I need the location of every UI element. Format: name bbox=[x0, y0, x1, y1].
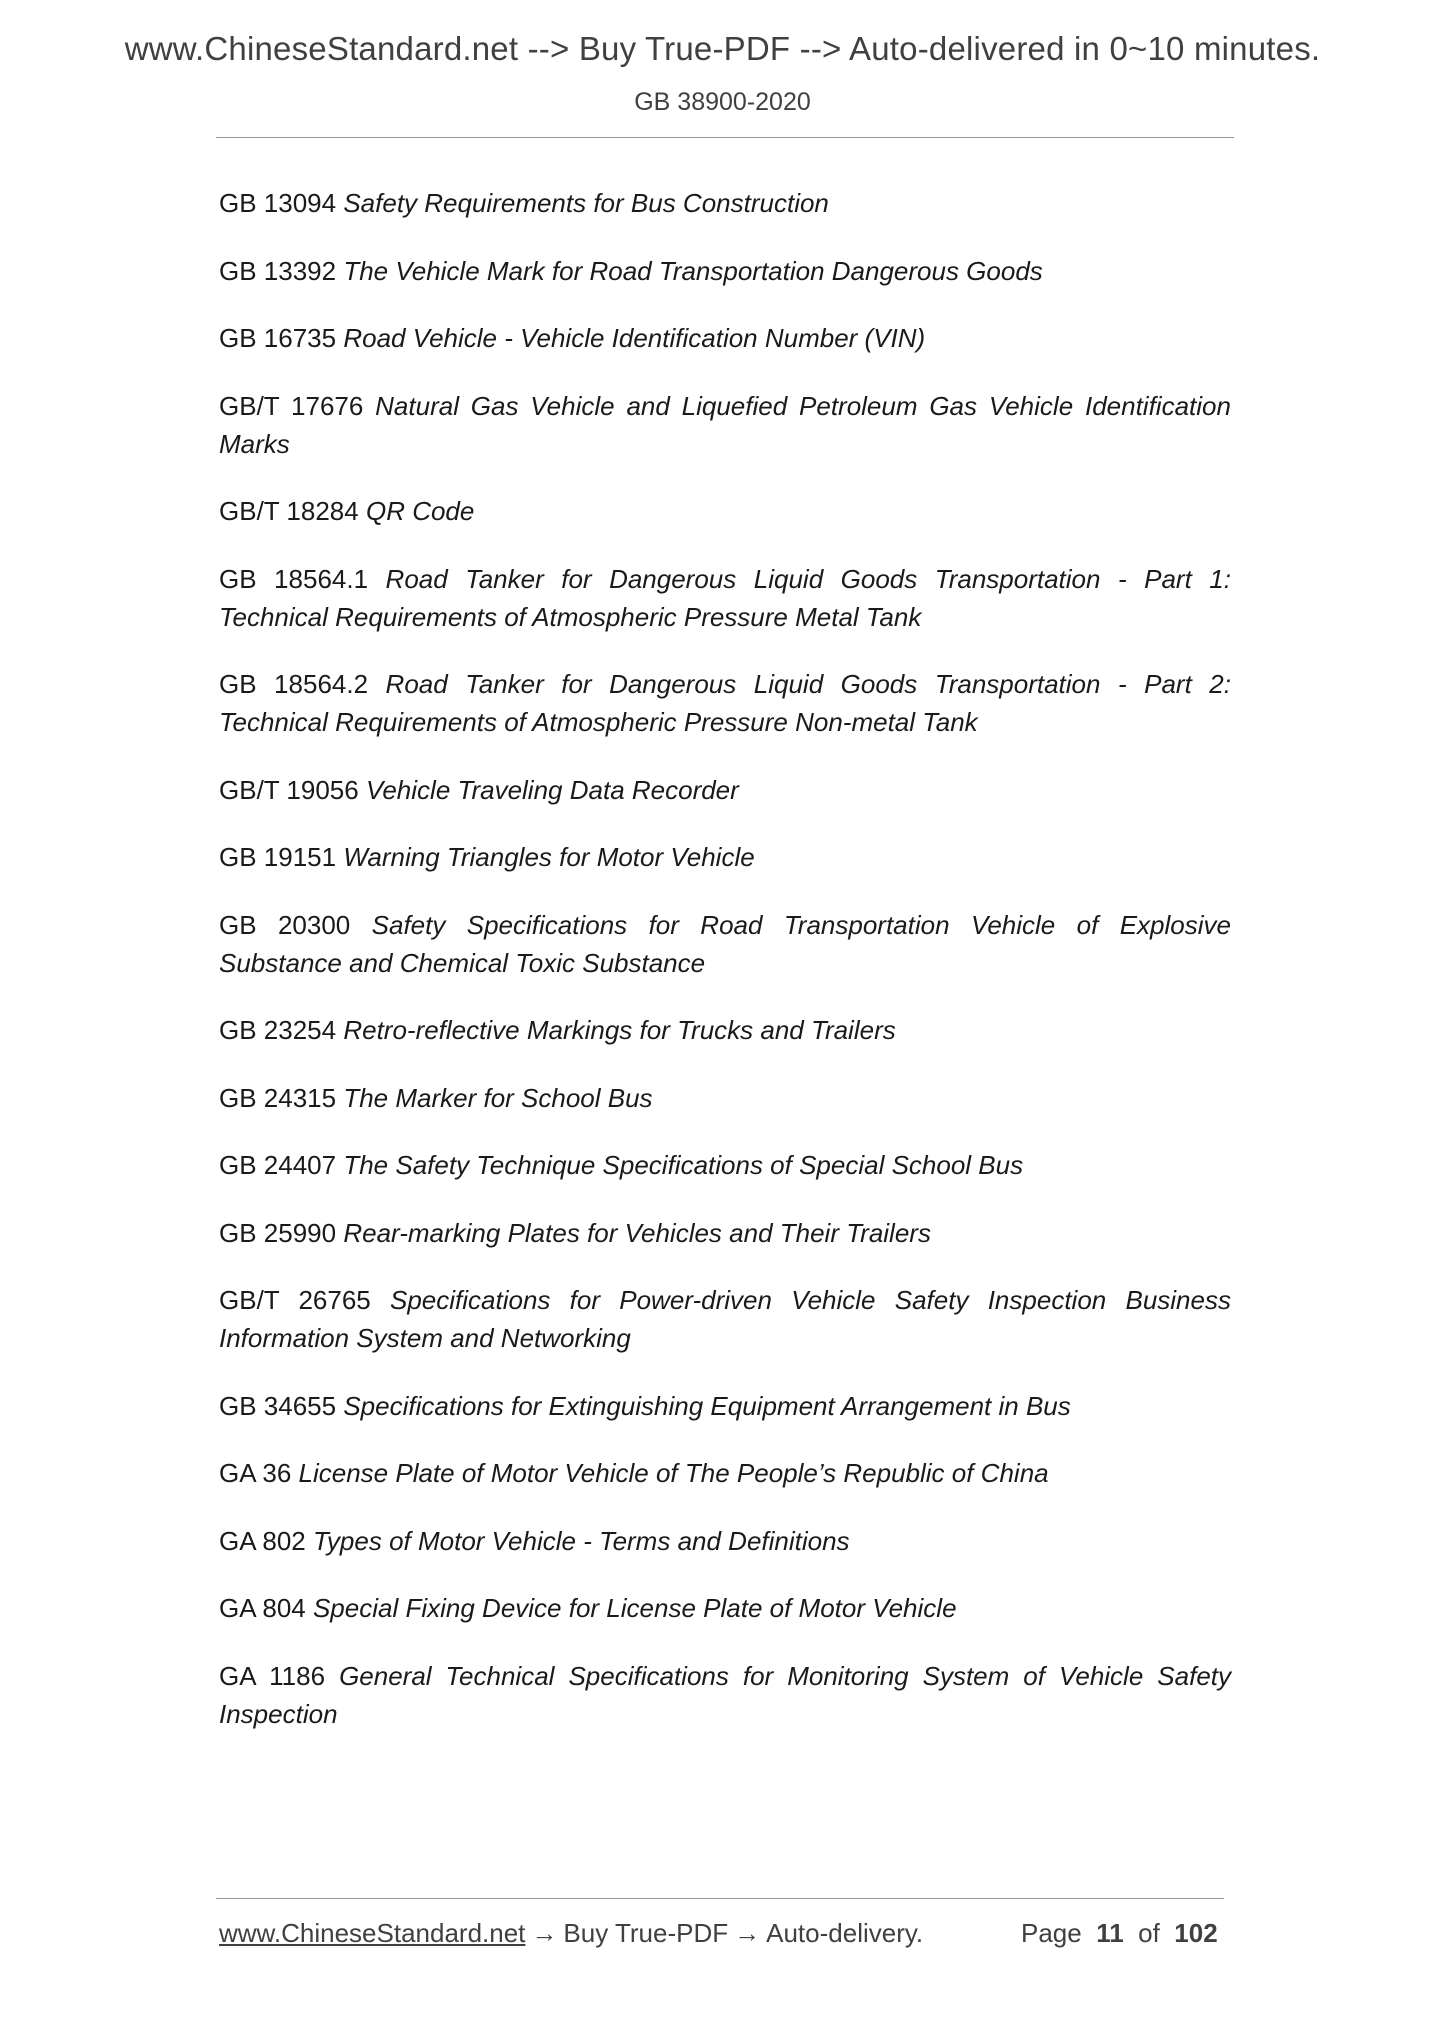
normative-references-list bbox=[219, 184, 1231, 1762]
footer-promo bbox=[219, 1918, 923, 1949]
reference-title: Safety Specifications for Road Transportation Vehicle of Explosive Substance and Chemical Toxic Substance bbox=[219, 909, 1231, 978]
reference-item bbox=[219, 1454, 1231, 1492]
reference-title: The Vehicle Mark for Road Transportation Dangerous Goods bbox=[343, 255, 1043, 286]
page-indicator bbox=[1021, 1918, 1218, 1949]
reference-title: The Safety Technique Specifications of Special School Bus bbox=[343, 1150, 1024, 1180]
reference-item bbox=[219, 560, 1231, 636]
reference-code: GB 13392 bbox=[219, 255, 337, 286]
reference-item bbox=[219, 665, 1231, 741]
reference-item bbox=[219, 1146, 1231, 1184]
reference-code: GB 24407 bbox=[219, 1150, 337, 1180]
reference-title: Rear-marking Plates for Vehicles and Their Trailers bbox=[343, 1217, 931, 1248]
reference-item bbox=[219, 319, 1231, 357]
reference-item bbox=[219, 184, 1231, 222]
reference-code: GB 16735 bbox=[219, 323, 337, 353]
reference-item bbox=[219, 492, 1231, 530]
reference-title: Special Fixing Device for License Plate of Motor Vehicle bbox=[312, 1593, 957, 1623]
document-id: GB 38900-2020 bbox=[634, 88, 811, 116]
reference-title: Types of Motor Vehicle - Terms and Definitions bbox=[312, 1525, 850, 1556]
reference-item bbox=[219, 906, 1231, 982]
reference-title: Vehicle Traveling Data Recorder bbox=[365, 774, 739, 805]
reference-title: Natural Gas Vehicle and Liquefied Petroleum Gas Vehicle Identification Marks bbox=[219, 390, 1231, 459]
reference-title: Specifications for Extinguishing Equipment Arrangement in Bus bbox=[343, 1390, 1071, 1421]
reference-code: GA 1186 bbox=[219, 1660, 326, 1691]
reference-code: GA 36 bbox=[219, 1458, 292, 1488]
reference-item bbox=[219, 1657, 1231, 1733]
reference-title: Road Tanker for Dangerous Liquid Goods Transportation - Part 2: Technical Requirements of Atmospheric Pressure Non-metal Tank bbox=[219, 669, 1231, 737]
page-total: 102 bbox=[1174, 1918, 1218, 1948]
reference-item bbox=[219, 1589, 1231, 1627]
reference-title: General Technical Specifications for Monitoring System of Vehicle Safety Inspection bbox=[219, 1660, 1232, 1729]
reference-code: GB/T 18284 bbox=[219, 496, 359, 526]
reference-code: GB 18564.1 bbox=[219, 563, 369, 594]
reference-item bbox=[219, 1522, 1231, 1560]
arrow-right-icon: → bbox=[531, 1918, 558, 1948]
reference-title: Retro-reflective Markings for Trucks and Trailers bbox=[343, 1015, 896, 1045]
reference-item bbox=[219, 1387, 1231, 1425]
reference-item bbox=[219, 252, 1231, 290]
reference-code: GB 18564.2 bbox=[219, 669, 369, 699]
reference-code: GB 34655 bbox=[219, 1390, 337, 1421]
page-number: 11 bbox=[1096, 1918, 1124, 1948]
reference-item bbox=[219, 1079, 1231, 1117]
reference-code: GB 13094 bbox=[219, 188, 337, 218]
reference-code: GB 20300 bbox=[219, 909, 351, 940]
reference-item bbox=[219, 1214, 1231, 1252]
reference-code: GB/T 19056 bbox=[219, 774, 359, 805]
footer-buy-text: Buy True-PDF bbox=[563, 1918, 729, 1948]
reference-item bbox=[219, 1011, 1231, 1049]
footer-site-link[interactable]: www.ChineseStandard.net bbox=[219, 1918, 526, 1948]
reference-title: QR Code bbox=[365, 496, 475, 526]
arrow-right-icon: → bbox=[734, 1918, 761, 1948]
reference-item bbox=[219, 387, 1231, 463]
reference-title: Road Vehicle - Vehicle Identification Number (VIN) bbox=[343, 323, 926, 353]
reference-code: GA 802 bbox=[219, 1525, 306, 1556]
reference-code: GA 804 bbox=[219, 1593, 306, 1623]
footer-divider bbox=[216, 1898, 1224, 1899]
reference-code: GB 24315 bbox=[219, 1082, 337, 1113]
reference-title: Safety Requirements for Bus Construction bbox=[343, 188, 829, 218]
reference-title: Specifications for Power-driven Vehicle Safety Inspection Business Information System and Networking bbox=[219, 1285, 1231, 1353]
reference-code: GB 23254 bbox=[219, 1015, 337, 1045]
reference-code: GB/T 26765 bbox=[219, 1285, 371, 1315]
footer-delivery-text: Auto-delivery. bbox=[766, 1918, 924, 1948]
page-label: Page bbox=[1021, 1918, 1082, 1948]
reference-code: GB 25990 bbox=[219, 1217, 337, 1248]
header-banner: www.ChineseStandard.net --> Buy True-PDF --> Auto-delivered in 0~10 minutes. bbox=[124, 30, 1321, 67]
reference-title: Warning Triangles for Motor Vehicle bbox=[343, 842, 755, 872]
reference-item bbox=[219, 771, 1231, 809]
reference-code: GB/T 17676 bbox=[219, 390, 364, 421]
header-divider bbox=[216, 137, 1234, 138]
reference-item bbox=[219, 838, 1231, 876]
reference-title: The Marker for School Bus bbox=[343, 1082, 653, 1113]
reference-title: License Plate of Motor Vehicle of The People’s Republic of China bbox=[298, 1458, 1049, 1488]
page-of-label: of bbox=[1138, 1918, 1160, 1948]
reference-title: Road Tanker for Dangerous Liquid Goods Transportation - Part 1: Technical Requirements of Atmospheric Pressure Metal Tank bbox=[219, 563, 1231, 632]
reference-code: GB 19151 bbox=[219, 842, 337, 872]
reference-item bbox=[219, 1281, 1231, 1357]
page-footer bbox=[219, 1918, 1224, 1954]
